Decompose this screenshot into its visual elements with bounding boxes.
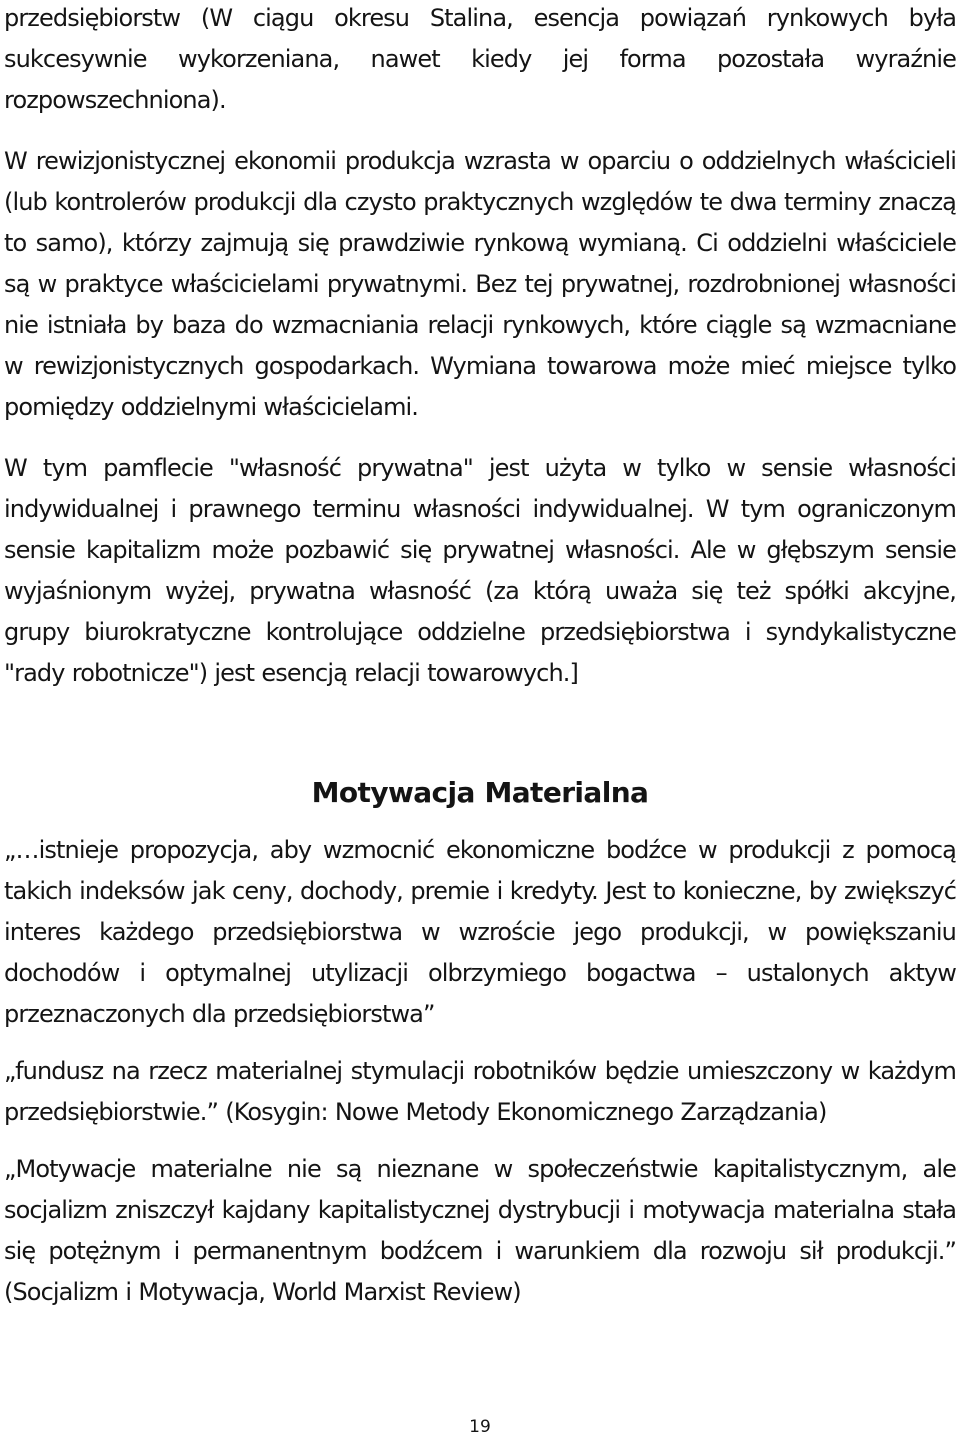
body-paragraph-2: W rewizjonistycznej ekonomii produkcja wzrasta w oparciu o oddzielnych właścicieli (lub kontrolerów produkcji dla czysto praktycznych względów te dwa terminy znaczą to samo), którzy zajmują się prawdziwie rynkową wymianą. Ci oddzielni właściciele są w praktyce właścicielami prywatnymi. Bez tej prywatnej, rozdrobnionej własności nie istniała by baza do wzmacniania relacji rynkowych, które ciągle są wzmacniane w rewizjonistycznych gospodarkach. Wymiana towarowa może mieć miejsce tylko pomiędzy oddzielnymi właścicielami. <box>4 147 956 421</box>
body-paragraph-1: przedsiębiorstw (W ciągu okresu Stalina, esencja powiązań rynkowych była sukcesywnie wykorzeniana, nawet kiedy jej forma pozostała wyraźnie rozpowszechniona). <box>4 4 956 114</box>
quote-paragraph-3: „Motywacje materialne nie są nieznane w społeczeństwie kapitalistycznym, ale socjalizm zniszczył kajdany kapitalistycznej dystrybucji i motywacja materialna stała się potężnym i permanentnym bodźcem i warunkiem dla rozwoju sił produkcji.” (Socjalizm i Motywacja, World Marxist Review) <box>4 1155 956 1306</box>
body-paragraph-3: W tym pamflecie "własność prywatna" jest użyta w tylko w sensie własności indywidualnej i prawnego terminu własności indywidualnej. W tym ograniczonym sensie kapitalizm może pozbawić się prywatnej własności. Ale w głębszym sensie wyjaśnionym wyżej, prywatna własność (za którą uważa się też spółki akcyjne, grupy biurokratyczne kontrolujące oddzielne przedsiębiorstwa i syndykalistyczne "rady robotnicze") jest esencją relacji towarowych.] <box>4 454 956 687</box>
quote-paragraph-1: „…istnieje propozycja, aby wzmocnić ekonomiczne bodźce w produkcji z pomocą takich indeksów jak ceny, dochody, premie i kredyty. Jest to konieczne, by zwiększyć interes każdego przedsiębiorstwa w wzroście jego produkcji, w powiększaniu dochodów i optymalnej utylizacji olbrzymiego bogactwa – ustalonych aktyw przeznaczonych dla przedsiębiorstwa” <box>4 836 956 1028</box>
page-number: 19 <box>469 1417 491 1437</box>
section-heading: Motywacja Materialna <box>311 776 649 809</box>
document-body <box>4 0 956 1313</box>
quote-paragraph-2: „fundusz na rzecz materialnej stymulacji robotników będzie umieszczony w każdym przedsiębiorstwie.” (Kosygin: Nowe Metody Ekonomicznego Zarządzania) <box>4 1057 956 1126</box>
